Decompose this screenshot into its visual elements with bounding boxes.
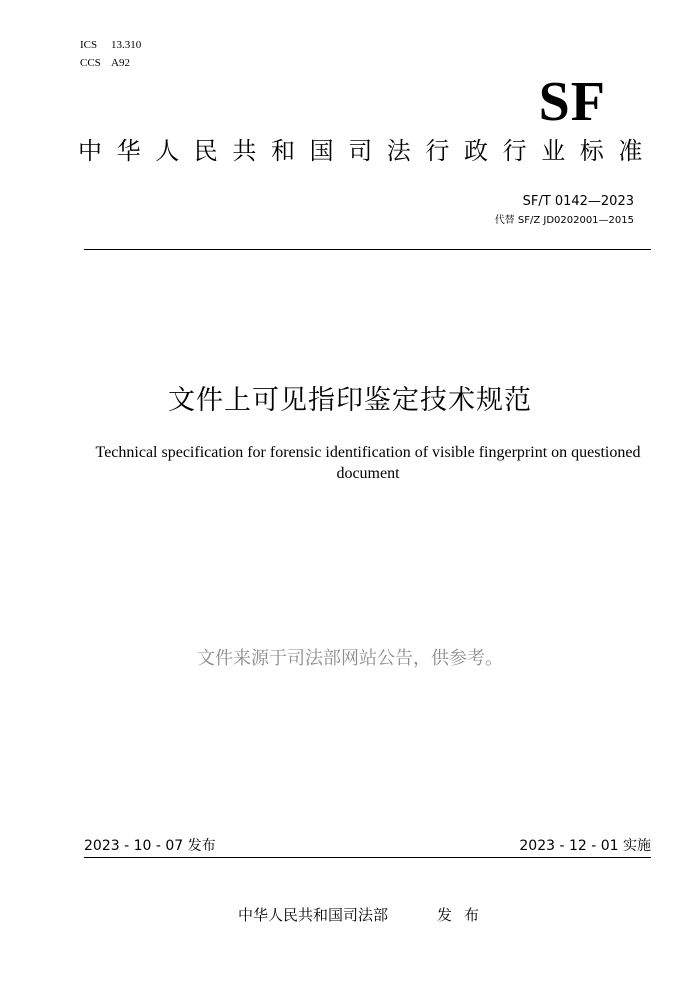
ccs-value: A92	[111, 57, 130, 69]
standard-code: SF/T 0142—2023	[522, 194, 634, 209]
classification-codes	[80, 36, 141, 72]
top-divider	[84, 249, 651, 250]
standard-category: 中华人民共和国司法行政行业标准	[78, 137, 657, 165]
implementation-date: 2023 - 12 - 01 实施	[519, 838, 651, 854]
source-notice: 文件来源于司法部网站公告，供参考。	[197, 648, 503, 669]
issue-label: 发布	[437, 906, 492, 924]
document-title-en: Technical specification for forensic identification of visible fingerprint on questioned document	[95, 444, 641, 482]
ccs-label: CCS	[80, 57, 101, 69]
ccs-row	[80, 54, 141, 72]
issuing-authority: 中华人民共和国司法部	[238, 906, 389, 924]
ics-row	[80, 36, 141, 54]
document-title-cn: 文件上可见指印鉴定技术规范	[168, 385, 532, 416]
ics-value: 13.310	[111, 39, 142, 51]
issue-date: 2023 - 10 - 07 发布	[84, 838, 216, 854]
replaces-note: 代替 SF/Z JD0202001—2015	[494, 215, 634, 226]
bottom-divider	[84, 857, 651, 858]
sf-logo: SF	[538, 71, 606, 133]
ics-label: ICS	[80, 39, 98, 51]
